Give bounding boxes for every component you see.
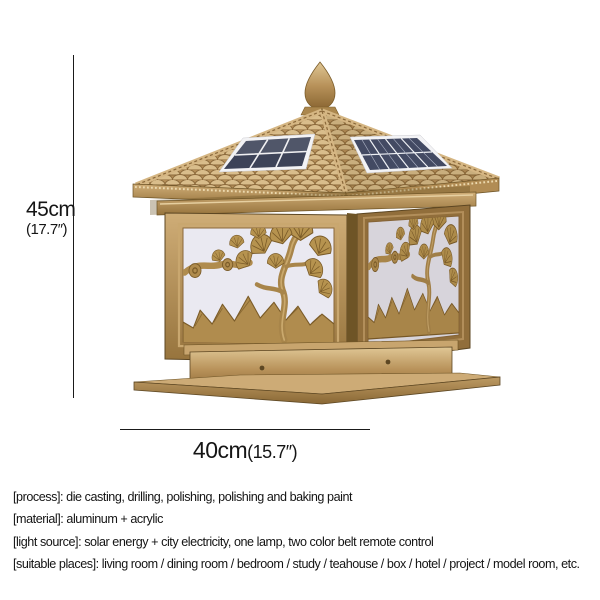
spec-line-suitable-places: [suitable places]: living room / dining room / bedroom / study / teahouse / box / hotel / project / model room, etc. — [13, 557, 580, 572]
width-dimension-line — [120, 429, 370, 430]
width-value: 40cm — [192, 437, 248, 463]
spec-line-light-source: [light source]: solar energy + city electricity, one lamp, two color belt remote control — [13, 534, 434, 549]
roof-finial — [301, 62, 339, 115]
solar-panel-left — [219, 134, 315, 172]
spec-line-process: [process]: die casting, drilling, polishing, polishing and baking paint — [13, 490, 353, 504]
width-inches: (15.7″) — [247, 442, 298, 462]
product-specs — [13, 486, 580, 576]
height-value: 45cm — [26, 198, 76, 221]
base-plate — [134, 373, 500, 404]
tiled-roof — [136, 109, 499, 195]
width-dimension-label — [120, 437, 370, 464]
solar-panel-right — [350, 135, 452, 173]
lamp-body — [157, 192, 476, 363]
height-dimension-line — [73, 55, 74, 398]
height-dimension-label — [26, 198, 76, 238]
spec-line-material: [material]: aluminum + acrylic — [13, 512, 163, 527]
height-inches: (17.7″) — [26, 221, 67, 238]
